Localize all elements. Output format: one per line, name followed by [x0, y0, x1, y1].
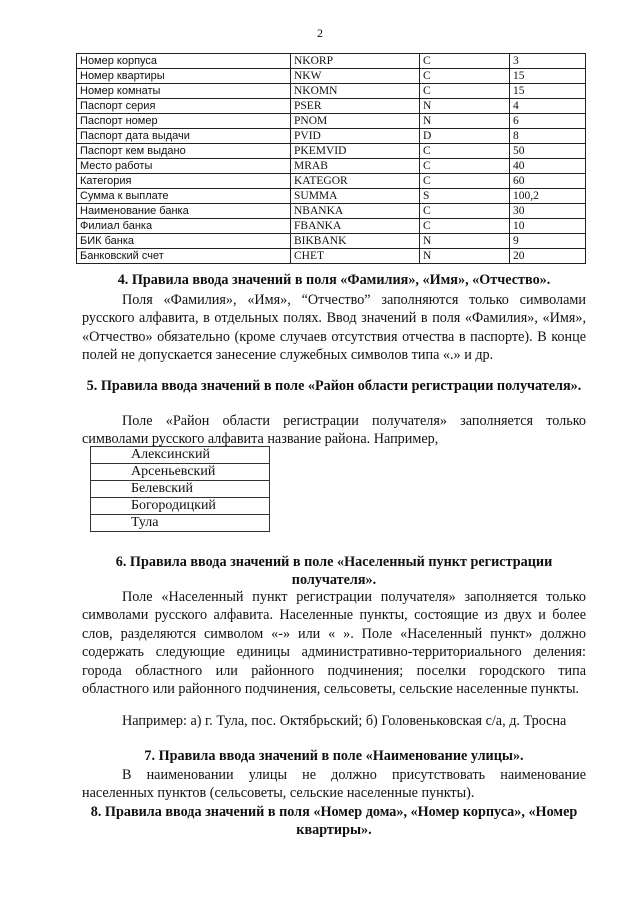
field-code-cell: SUMMA — [291, 189, 420, 204]
field-code-cell: NBANKA — [291, 204, 420, 219]
list-item — [91, 481, 270, 498]
list-item — [91, 464, 270, 481]
field-length-cell: 10 — [510, 219, 586, 234]
table-row — [77, 54, 586, 69]
table-row — [77, 84, 586, 99]
field-label-cell: Паспорт серия — [77, 99, 291, 114]
field-type-cell: C — [420, 69, 510, 84]
field-length-cell: 30 — [510, 204, 586, 219]
field-code-cell: NKORP — [291, 54, 420, 69]
field-type-cell: C — [420, 219, 510, 234]
field-length-cell: 50 — [510, 144, 586, 159]
field-length-cell: 100,2 — [510, 189, 586, 204]
field-length-cell: 9 — [510, 234, 586, 249]
table-row — [77, 144, 586, 159]
section-5-heading: 5. Правила ввода значений в поле «Район области регистрации получателя». — [86, 378, 582, 394]
table-row — [77, 99, 586, 114]
table-row — [77, 204, 586, 219]
field-code-cell: MRAB — [291, 159, 420, 174]
district-name: Богородицкий — [91, 498, 270, 515]
field-label-cell: Место работы — [77, 159, 291, 174]
table-row — [77, 219, 586, 234]
field-length-cell: 3 — [510, 54, 586, 69]
field-label-cell: Паспорт номер — [77, 114, 291, 129]
field-length-cell: 8 — [510, 129, 586, 144]
field-label-cell: Номер квартиры — [77, 69, 291, 84]
field-length-cell: 40 — [510, 159, 586, 174]
field-label-cell: Банковский счет — [77, 249, 291, 264]
field-length-cell: 20 — [510, 249, 586, 264]
field-type-cell: N — [420, 114, 510, 129]
field-length-cell: 15 — [510, 84, 586, 99]
field-label-cell: Филиал банка — [77, 219, 291, 234]
field-label-cell: Номер корпуса — [77, 54, 291, 69]
section-8-heading: 8. Правила ввода значений в поля «Номер дома», «Номер корпуса», «Номер квартиры». — [90, 804, 578, 839]
list-item — [91, 515, 270, 532]
field-type-cell: N — [420, 249, 510, 264]
list-item — [91, 498, 270, 515]
field-label-cell: Сумма к выплате — [77, 189, 291, 204]
field-code-cell: PNOM — [291, 114, 420, 129]
district-name: Арсеньевский — [91, 464, 270, 481]
table-row — [77, 249, 586, 264]
table-row — [77, 69, 586, 84]
field-code-cell: PKEMVID — [291, 144, 420, 159]
field-length-cell: 4 — [510, 99, 586, 114]
list-item — [91, 447, 270, 464]
district-examples-table — [90, 446, 270, 532]
section-5-text: Поле «Район области регистрации получателя» заполняется только символами русского алфавита название района. Например, — [82, 413, 586, 448]
field-code-cell: CHET — [291, 249, 420, 264]
field-label-cell: БИК банка — [77, 234, 291, 249]
field-type-cell: C — [420, 84, 510, 99]
field-type-cell: C — [420, 159, 510, 174]
district-name: Белевский — [91, 481, 270, 498]
field-code-cell: NKW — [291, 69, 420, 84]
section-4-heading: 4. Правила ввода значений в поля «Фамилия», «Имя», «Отчество». — [117, 272, 551, 288]
field-code-cell: PSER — [291, 99, 420, 114]
field-label-cell: Паспорт кем выдано — [77, 144, 291, 159]
field-type-cell: C — [420, 144, 510, 159]
field-type-cell: C — [420, 174, 510, 189]
field-type-cell: D — [420, 129, 510, 144]
district-name: Тула — [91, 515, 270, 532]
field-type-cell: S — [420, 189, 510, 204]
section-7-heading: 7. Правила ввода значений в поле «Наименование улицы». — [144, 748, 524, 764]
section-6-text: Поле «Населенный пункт регистрации получателя» заполняется только символами русского алфавита. Населенные пункты, состоящие из двух и более слов, разделяются символом «-» или « ». Поле «Населенный пункт» должно содержать следующие единицы административно-территориального деления: города областного или районного подчинения; поселки городского типа областного или районного подчинения, сельсоветы, сельские населенные пункты. — [82, 589, 586, 698]
field-code-cell: NKOMN — [291, 84, 420, 99]
table-row — [77, 114, 586, 129]
field-code-cell: FBANKA — [291, 219, 420, 234]
field-label-cell: Номер комнаты — [77, 84, 291, 99]
field-type-cell: N — [420, 234, 510, 249]
table-row — [77, 159, 586, 174]
table-row — [77, 189, 586, 204]
field-code-cell: BIKBANK — [291, 234, 420, 249]
district-name: Алексинский — [91, 447, 270, 464]
field-length-cell: 6 — [510, 114, 586, 129]
section-7-text: В наименовании улицы не должно присутствовать наименование населенных пунктов (сельсоветы, сельские населенные пункты). — [82, 767, 586, 802]
table-row — [77, 234, 586, 249]
page-number: 2 — [317, 26, 323, 40]
field-label-cell: Паспорт дата выдачи — [77, 129, 291, 144]
section-6-example: Например: а) г. Тула, пос. Октябрьский; б) Головеньковская с/а, д. Тросна — [122, 713, 567, 729]
field-code-cell: KATEGOR — [291, 174, 420, 189]
field-type-cell: N — [420, 99, 510, 114]
field-label-cell: Категория — [77, 174, 291, 189]
table-row — [77, 129, 586, 144]
table-row — [77, 174, 586, 189]
field-spec-table — [76, 53, 586, 264]
field-type-cell: C — [420, 54, 510, 69]
field-length-cell: 60 — [510, 174, 586, 189]
section-4-text: Поля «Фамилия», «Имя», “Отчество” заполняются только символами русского алфавита, в отдельных полях. Ввод значений в поля «Фамилия», «Имя», «Отчество» обязательно (кроме случаев отсутствия отчества в паспорте). В конце полей не допускается занесение служебных символов типа «.» и др. — [82, 292, 586, 364]
field-type-cell: C — [420, 204, 510, 219]
field-length-cell: 15 — [510, 69, 586, 84]
field-label-cell: Наименование банка — [77, 204, 291, 219]
section-6-heading: 6. Правила ввода значений в поле «Населенный пункт регистрации получателя». — [115, 554, 553, 589]
field-code-cell: PVID — [291, 129, 420, 144]
